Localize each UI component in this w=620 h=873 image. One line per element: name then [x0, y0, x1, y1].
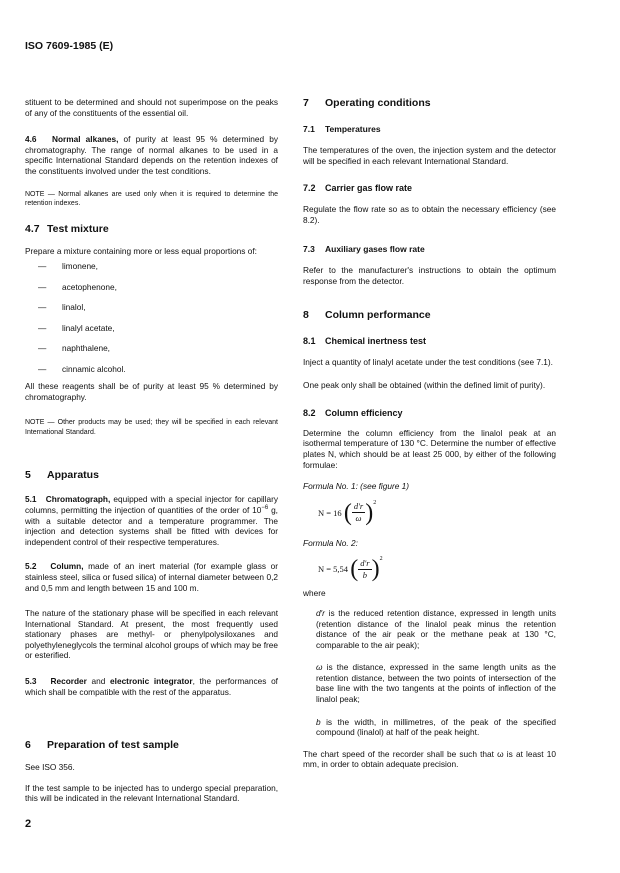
dash: —	[38, 343, 47, 354]
paragraph: If the test sample to be injected has to undergo special preparation, this will be indicated in the relevant International Standard.	[25, 782, 278, 804]
symbol: d′r	[316, 607, 325, 618]
list-item	[25, 277, 278, 298]
definition-text: is the width, in millimetres, of the peak of the specified compound (linalol) at half of the peak height.	[316, 716, 556, 738]
list-item	[25, 256, 278, 277]
heading-title: Carrier gas flow rate	[325, 183, 413, 194]
list-item-text: cinnamic alcohol.	[62, 363, 126, 374]
heading-number: 4.7	[25, 222, 40, 235]
definition-d	[303, 608, 556, 650]
symbol: b	[316, 716, 321, 727]
paragraph: The chart speed of the recorder shall be such that ω is at least 10 mm, in order to obtain adequate precision.	[303, 748, 556, 770]
clause-text: and	[86, 676, 111, 687]
paragraph: The temperatures of the oven, the injection system and the detector will be specified in each relevant International Standard.	[303, 145, 556, 166]
clause-5-1	[25, 494, 278, 547]
clause-number: 5.2	[25, 561, 37, 572]
subsection-heading	[303, 407, 556, 419]
section-heading	[25, 223, 278, 236]
clause-number: 5.1	[25, 494, 37, 505]
note: NOTE — Normal alkanes are used only when it is required to determine the retention indexes.	[25, 190, 278, 208]
subsection-heading	[303, 335, 556, 347]
heading-number: 7.1	[303, 124, 315, 134]
clause-5-3	[25, 676, 278, 697]
exponent: 2	[373, 499, 377, 506]
dash: —	[38, 363, 47, 374]
subsection-heading	[303, 182, 556, 194]
clause-text: equipped with a special injector for capillary columns, permitting the injection of quantities of the order of 10	[25, 494, 278, 515]
heading-number: 5	[25, 469, 31, 482]
clause-text: of purity at least 95 % determined by chromatography. The range of normal alkanes to be used in a specific International Standard depends on the retention indexes of the constituents involved under the test conditions.	[25, 134, 278, 176]
clause-title: Normal alkanes,	[51, 134, 119, 145]
paragraph: where	[303, 588, 326, 599]
heading-number: 8.1	[303, 335, 316, 346]
ingredient-list	[25, 256, 278, 379]
exponent: −6	[261, 505, 269, 512]
list-item	[25, 318, 278, 339]
clause-title: Chromatograph,	[45, 494, 111, 505]
paragraph: Refer to the manufacturer's instructions to obtain the optimum response from the detector.	[303, 265, 556, 286]
heading-number: 8.2	[303, 407, 316, 418]
formula-lhs: N = 5,54	[318, 564, 349, 575]
numerator: d′r	[353, 501, 364, 512]
paragraph: All these reagents shall be of purity at least 95 % determined by chromatography.	[25, 381, 278, 402]
exponent: 2	[379, 556, 383, 563]
heading-title: Column efficiency	[325, 407, 403, 418]
note: NOTE — Other products may be used; they will be specified in each relevant International Standard.	[25, 419, 278, 436]
definition-text: is the distance, expressed in the same length units as the retention distance, between the two points of intersection of the base line with the two tangents at the points of inflection of the linalol peak;	[316, 662, 556, 705]
numerator: d′r	[360, 557, 370, 568]
close-paren: )	[365, 499, 374, 526]
list-item	[25, 338, 278, 359]
page-number: 2	[25, 818, 32, 831]
denominator: b	[362, 569, 368, 580]
heading-title: Auxiliary gases flow rate	[325, 244, 425, 255]
clause-number: 4.6	[25, 134, 37, 145]
paragraph: Prepare a mixture containing more or less equal proportions of:	[25, 245, 257, 256]
heading-title: Apparatus	[47, 469, 99, 482]
clause-title: Column,	[50, 561, 84, 572]
heading-number: 8	[303, 308, 309, 321]
heading-number: 7.3	[303, 244, 315, 255]
heading-title: Preparation of test sample	[47, 739, 179, 752]
paragraph: stituent to be determined and should not superimpose on the peaks of any of the constituents of the essential oil.	[25, 97, 278, 118]
paragraph: The nature of the stationary phase will be specified in each relevant International Standard. At present, the most frequently used stationary phases are methyl- or phenylpolysiloxanes and polyethyleneglycols the terminal alcohol groups of which may be free or esterified.	[25, 608, 278, 661]
clause-5-2	[25, 561, 278, 593]
paragraph: Regulate the flow rate so as to obtain the necessary efficiency (see 8.2).	[303, 204, 556, 225]
list-item-text: naphthalene,	[62, 343, 110, 354]
subsection-heading	[303, 123, 556, 135]
list-item	[25, 359, 278, 380]
definition-omega	[303, 662, 556, 704]
heading-number: 7	[303, 97, 309, 109]
list-item-text: limonene,	[62, 261, 98, 272]
heading-title: Test mixture	[47, 222, 109, 235]
clause-title: Recorder	[50, 676, 87, 687]
subsection-heading	[303, 243, 556, 255]
section-heading	[303, 309, 556, 322]
dash: —	[38, 261, 47, 272]
denominator: ω	[355, 513, 362, 524]
paragraph: See ISO 356.	[25, 762, 75, 773]
list-item-text: linalol,	[62, 302, 86, 313]
dash: —	[38, 281, 47, 292]
section-heading	[25, 469, 278, 482]
definition-text: is the reduced retention distance, expressed in length units (retention distance of the linalol peak minus the retention distance of the air peak or the methane peak at 130 °C, comparable to the air peak);	[316, 607, 556, 650]
formula-lhs: N = 16	[318, 507, 342, 518]
clause-text: g, with a suitable detector and a temperature programmer. The injection and detection systems shall be fitted with devices for independent control of their respective temperatures.	[25, 504, 278, 547]
open-paren: (	[343, 499, 352, 526]
list-item-text: acetophenone,	[62, 281, 117, 292]
formula-label: Formula No. 1: (see figure 1)	[303, 481, 410, 492]
fraction	[358, 558, 371, 581]
left-column	[25, 97, 278, 831]
right-column	[303, 97, 556, 770]
paragraph: One peak only shall be obtained (within the defined limit of purity).	[303, 380, 546, 391]
formula-2	[303, 552, 556, 586]
clause-text: , the performances of which shall be compatible with the rest of the apparatus.	[25, 676, 278, 697]
fraction	[352, 501, 365, 524]
heading-title: Chemical inertness test	[325, 335, 427, 346]
paragraph: Inject a quantity of linalyl acetate under the test conditions (see 7.1).	[303, 356, 553, 367]
clause-number: 5.3	[25, 676, 37, 687]
section-heading	[303, 97, 556, 110]
list-item	[25, 297, 278, 318]
symbol: ω	[316, 662, 323, 673]
clause-title: electronic integrator	[110, 676, 193, 687]
heading-number: 6	[25, 739, 31, 752]
heading-number: 7.2	[303, 183, 316, 194]
heading-title: Temperatures	[325, 124, 381, 134]
document-header: ISO 7609-1985 (E)	[25, 40, 114, 52]
close-paren: )	[371, 556, 380, 583]
clause-text: made of an inert material (for example glass or stainless steel, silica or fused silica) of internal diameter between 0,2 and 0,5 mm and length between 15 and 100 m.	[25, 561, 278, 593]
formula-label: Formula No. 2:	[303, 537, 358, 548]
list-item-text: linalyl acetate,	[62, 322, 115, 333]
heading-title: Column performance	[325, 308, 431, 321]
heading-title: Operating conditions	[325, 97, 431, 109]
clause-4-6	[25, 134, 278, 176]
dash: —	[38, 302, 47, 313]
section-heading	[25, 739, 278, 752]
paragraph: Determine the column efficiency from the linalol peak at an isothermal temperature of 130 °C. Determine the number of effective plates N, which should be at least 25 000, by either of the following formulae:	[303, 427, 556, 470]
open-paren: (	[350, 556, 359, 583]
definition-b	[303, 717, 556, 738]
dash: —	[38, 322, 47, 333]
formula-1	[303, 496, 556, 530]
